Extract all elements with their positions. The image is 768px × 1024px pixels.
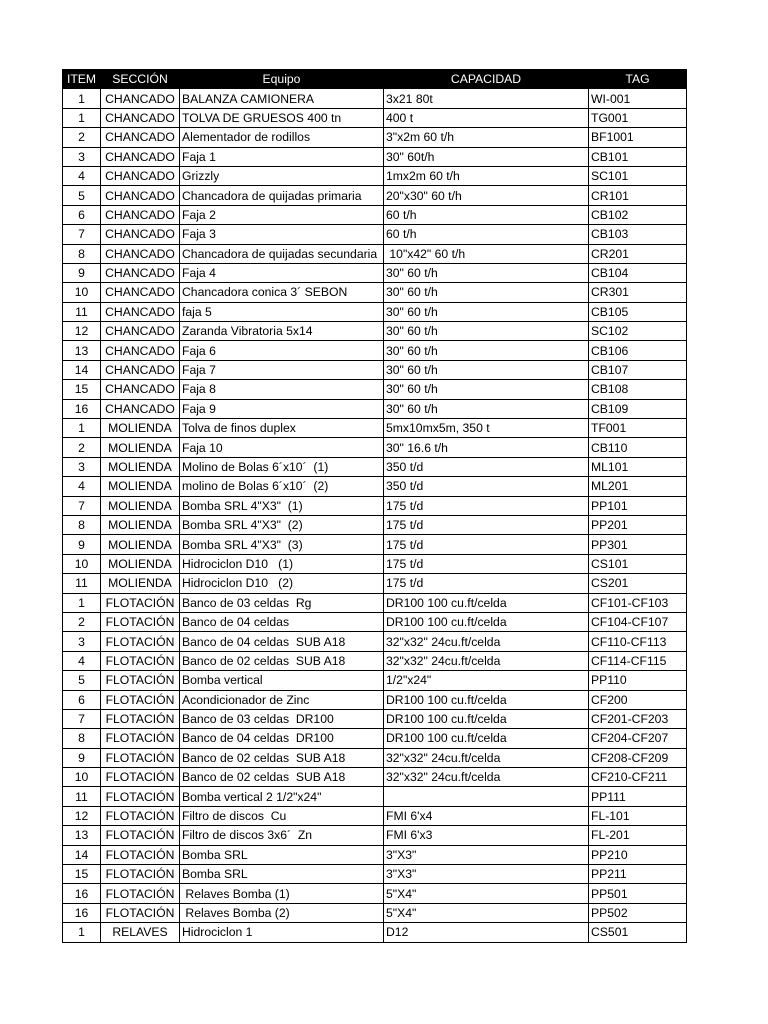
seccion-cell: CHANCADO (101, 302, 180, 321)
tag-cell: TF001 (589, 419, 687, 438)
equipo-cell: Faja 2 (180, 205, 384, 224)
tag-cell: CF101-CF103 (589, 593, 687, 612)
seccion-cell: FLOTACIÓN (101, 884, 180, 903)
equipo-cell: Bomba SRL 4"X3" (3) (180, 535, 384, 554)
item-cell: 16 (63, 399, 101, 418)
seccion-cell: CHANCADO (101, 166, 180, 185)
tag-cell: PP301 (589, 535, 687, 554)
table-row (63, 438, 687, 457)
item-cell: 15 (63, 380, 101, 399)
tag-cell: CB103 (589, 225, 687, 244)
seccion-cell: FLOTACIÓN (101, 806, 180, 825)
tag-cell: PP210 (589, 845, 687, 864)
item-cell: 12 (63, 806, 101, 825)
capacidad-cell: DR100 100 cu.ft/celda (384, 612, 589, 631)
seccion-cell: MOLIENDA (101, 574, 180, 593)
table-row (63, 651, 687, 670)
item-cell: 9 (63, 263, 101, 282)
item-cell: 8 (63, 729, 101, 748)
table-row (63, 748, 687, 767)
tag-cell: PP110 (589, 671, 687, 690)
table-row (63, 360, 687, 379)
tag-cell: FL-101 (589, 806, 687, 825)
item-cell: 14 (63, 845, 101, 864)
seccion-cell: MOLIENDA (101, 419, 180, 438)
seccion-cell: MOLIENDA (101, 554, 180, 573)
table-row (63, 535, 687, 554)
item-cell: 1 (63, 89, 101, 108)
header-seccion: SECCIÓN (101, 70, 180, 89)
equipo-cell: Hidrociclon D10 (2) (180, 574, 384, 593)
tag-cell: ML201 (589, 477, 687, 496)
tag-cell: CB105 (589, 302, 687, 321)
item-cell: 4 (63, 477, 101, 496)
capacidad-cell: 30" 60 t/h (384, 283, 589, 302)
capacidad-cell: 10"x42" 60 t/h (384, 244, 589, 263)
seccion-cell: CHANCADO (101, 128, 180, 147)
table-row (63, 612, 687, 631)
table-row (63, 477, 687, 496)
table-body (63, 89, 687, 942)
table-row (63, 923, 687, 942)
equipo-cell: Faja 8 (180, 380, 384, 399)
tag-cell: CF114-CF115 (589, 651, 687, 670)
equipo-cell: Banco de 03 celdas Rg (180, 593, 384, 612)
item-cell: 11 (63, 302, 101, 321)
equipo-cell: Faja 3 (180, 225, 384, 244)
equipo-cell: Alementador de rodillos (180, 128, 384, 147)
table-row (63, 865, 687, 884)
tag-cell: CB109 (589, 399, 687, 418)
item-cell: 4 (63, 166, 101, 185)
seccion-cell: MOLIENDA (101, 535, 180, 554)
tag-cell: CS501 (589, 923, 687, 942)
table-row (63, 593, 687, 612)
tag-cell: SC102 (589, 322, 687, 341)
seccion-cell: MOLIENDA (101, 496, 180, 515)
equipo-cell: Bomba SRL (180, 865, 384, 884)
equipo-cell: BALANZA CAMIONERA (180, 89, 384, 108)
table-row (63, 263, 687, 282)
item-cell: 16 (63, 884, 101, 903)
tag-cell: CF200 (589, 690, 687, 709)
equipo-cell: Bomba SRL 4"X3" (1) (180, 496, 384, 515)
seccion-cell: FLOTACIÓN (101, 671, 180, 690)
capacidad-cell: 30" 60 t/h (384, 302, 589, 321)
capacidad-cell: 30" 16.6 t/h (384, 438, 589, 457)
tag-cell: CB108 (589, 380, 687, 399)
equipo-cell: Chancadora conica 3´ SEBON (180, 283, 384, 302)
tag-cell: TG001 (589, 108, 687, 127)
seccion-cell: FLOTACIÓN (101, 787, 180, 806)
table-row (63, 244, 687, 263)
item-cell: 5 (63, 671, 101, 690)
equipo-cell: Banco de 02 celdas SUB A18 (180, 651, 384, 670)
table-row (63, 574, 687, 593)
item-cell: 6 (63, 205, 101, 224)
seccion-cell: MOLIENDA (101, 515, 180, 534)
table-row (63, 768, 687, 787)
item-cell: 5 (63, 186, 101, 205)
item-cell: 3 (63, 632, 101, 651)
capacidad-cell: 3"X3" (384, 845, 589, 864)
seccion-cell: CHANCADO (101, 147, 180, 166)
item-cell: 3 (63, 457, 101, 476)
tag-cell: CB101 (589, 147, 687, 166)
table-row (63, 108, 687, 127)
item-cell: 1 (63, 108, 101, 127)
equipo-cell: Faja 6 (180, 341, 384, 360)
equipo-cell: Chancadora de quijadas primaria (180, 186, 384, 205)
table-row (63, 884, 687, 903)
capacidad-cell: 60 t/h (384, 205, 589, 224)
seccion-cell: MOLIENDA (101, 457, 180, 476)
capacidad-cell: 3"x2m 60 t/h (384, 128, 589, 147)
equipo-cell: Faja 7 (180, 360, 384, 379)
capacidad-cell: DR100 100 cu.ft/celda (384, 729, 589, 748)
equipo-cell: Banco de 04 celdas (180, 612, 384, 631)
tag-cell: WI-001 (589, 89, 687, 108)
seccion-cell: CHANCADO (101, 341, 180, 360)
item-cell: 1 (63, 419, 101, 438)
seccion-cell: CHANCADO (101, 244, 180, 263)
capacidad-cell: 30" 60 t/h (384, 360, 589, 379)
item-cell: 11 (63, 574, 101, 593)
tag-cell: CR101 (589, 186, 687, 205)
table-row (63, 515, 687, 534)
tag-cell: CR301 (589, 283, 687, 302)
seccion-cell: FLOTACIÓN (101, 709, 180, 728)
tag-cell: CS101 (589, 554, 687, 573)
item-cell: 1 (63, 923, 101, 942)
table-row (63, 89, 687, 108)
seccion-cell: CHANCADO (101, 225, 180, 244)
equipo-cell: TOLVA DE GRUESOS 400 tn (180, 108, 384, 127)
table-row (63, 128, 687, 147)
tag-cell: CB104 (589, 263, 687, 282)
item-cell: 2 (63, 612, 101, 631)
tag-cell: CF210-CF211 (589, 768, 687, 787)
capacidad-cell: 60 t/h (384, 225, 589, 244)
tag-cell: CB110 (589, 438, 687, 457)
item-cell: 10 (63, 283, 101, 302)
capacidad-cell: 1/2"x24" (384, 671, 589, 690)
capacidad-cell: 30" 60 t/h (384, 322, 589, 341)
tag-cell: BF1001 (589, 128, 687, 147)
item-cell: 16 (63, 903, 101, 922)
item-cell: 7 (63, 709, 101, 728)
seccion-cell: CHANCADO (101, 108, 180, 127)
capacidad-cell: 30" 60 t/h (384, 380, 589, 399)
equipo-cell: Zaranda Vibratoria 5x14 (180, 322, 384, 341)
seccion-cell: FLOTACIÓN (101, 593, 180, 612)
capacidad-cell: 400 t (384, 108, 589, 127)
seccion-cell: FLOTACIÓN (101, 826, 180, 845)
capacidad-cell: 3x21 80t (384, 89, 589, 108)
header-row (63, 70, 687, 89)
capacidad-cell: 5"X4" (384, 884, 589, 903)
seccion-cell: CHANCADO (101, 263, 180, 282)
equipo-cell: Acondicionador de Zinc (180, 690, 384, 709)
table-row (63, 225, 687, 244)
table-row (63, 671, 687, 690)
equipo-cell: Faja 4 (180, 263, 384, 282)
tag-cell: ML101 (589, 457, 687, 476)
item-cell: 6 (63, 690, 101, 709)
table-row (63, 787, 687, 806)
table-row (63, 632, 687, 651)
equipo-cell: Chancadora de quijadas secundaria (180, 244, 384, 263)
seccion-cell: FLOTACIÓN (101, 865, 180, 884)
item-cell: 7 (63, 496, 101, 515)
item-cell: 1 (63, 593, 101, 612)
capacidad-cell (384, 787, 589, 806)
item-cell: 14 (63, 360, 101, 379)
equipo-cell: Faja 10 (180, 438, 384, 457)
seccion-cell: FLOTACIÓN (101, 690, 180, 709)
tag-cell: FL-201 (589, 826, 687, 845)
capacidad-cell: FMI 6'x3 (384, 826, 589, 845)
capacidad-cell: D12 (384, 923, 589, 942)
tag-cell: PP502 (589, 903, 687, 922)
capacidad-cell: 175 t/d (384, 554, 589, 573)
item-cell: 9 (63, 748, 101, 767)
tag-cell: CF208-CF209 (589, 748, 687, 767)
seccion-cell: FLOTACIÓN (101, 729, 180, 748)
capacidad-cell: 5mx10mx5m, 350 t (384, 419, 589, 438)
seccion-cell: FLOTACIÓN (101, 768, 180, 787)
capacidad-cell: 350 t/d (384, 457, 589, 476)
capacidad-cell: FMI 6'x4 (384, 806, 589, 825)
item-cell: 3 (63, 147, 101, 166)
equipo-cell: Grizzly (180, 166, 384, 185)
header-equipo: Equipo (180, 70, 384, 89)
equipo-cell: Banco de 02 celdas SUB A18 (180, 748, 384, 767)
seccion-cell: FLOTACIÓN (101, 903, 180, 922)
seccion-cell: MOLIENDA (101, 477, 180, 496)
capacidad-cell: 30" 60 t/h (384, 341, 589, 360)
capacidad-cell: DR100 100 cu.ft/celda (384, 690, 589, 709)
header-tag: TAG (589, 70, 687, 89)
item-cell: 8 (63, 515, 101, 534)
seccion-cell: CHANCADO (101, 399, 180, 418)
equipo-cell: Hidrociclon 1 (180, 923, 384, 942)
seccion-cell: CHANCADO (101, 322, 180, 341)
seccion-cell: FLOTACIÓN (101, 845, 180, 864)
equipo-cell: Bomba vertical 2 1/2"x24" (180, 787, 384, 806)
seccion-cell: CHANCADO (101, 380, 180, 399)
equipo-cell: Filtro de discos Cu (180, 806, 384, 825)
seccion-cell: FLOTACIÓN (101, 651, 180, 670)
table-row (63, 341, 687, 360)
capacidad-cell: 30" 60t/h (384, 147, 589, 166)
table-row (63, 826, 687, 845)
tag-cell: CF204-CF207 (589, 729, 687, 748)
table-row (63, 419, 687, 438)
tag-cell: PP111 (589, 787, 687, 806)
tag-cell: PP101 (589, 496, 687, 515)
equipo-cell: Banco de 04 celdas DR100 (180, 729, 384, 748)
seccion-cell: MOLIENDA (101, 438, 180, 457)
table-row (63, 186, 687, 205)
tag-cell: CS201 (589, 574, 687, 593)
item-cell: 11 (63, 787, 101, 806)
tag-cell: CF104-CF107 (589, 612, 687, 631)
capacidad-cell: 3"X3" (384, 865, 589, 884)
equipo-cell: Bomba SRL (180, 845, 384, 864)
item-cell: 12 (63, 322, 101, 341)
table-row (63, 709, 687, 728)
item-cell: 9 (63, 535, 101, 554)
table-row (63, 457, 687, 476)
capacidad-cell: 32"x32" 24cu.ft/celda (384, 748, 589, 767)
seccion-cell: FLOTACIÓN (101, 748, 180, 767)
capacidad-cell: DR100 100 cu.ft/celda (384, 709, 589, 728)
seccion-cell: FLOTACIÓN (101, 612, 180, 631)
tag-cell: CB106 (589, 341, 687, 360)
table-row (63, 399, 687, 418)
equipo-cell: Bomba SRL 4"X3" (2) (180, 515, 384, 534)
capacidad-cell: 1mx2m 60 t/h (384, 166, 589, 185)
equipo-cell: Banco de 04 celdas SUB A18 (180, 632, 384, 651)
equipo-cell: Filtro de discos 3x6´ Zn (180, 826, 384, 845)
item-cell: 2 (63, 128, 101, 147)
table-row (63, 729, 687, 748)
capacidad-cell: 175 t/d (384, 574, 589, 593)
table-row (63, 166, 687, 185)
seccion-cell: RELAVES (101, 923, 180, 942)
capacidad-cell: 175 t/d (384, 496, 589, 515)
equipo-cell: Hidrociclon D10 (1) (180, 554, 384, 573)
tag-cell: SC101 (589, 166, 687, 185)
tag-cell: PP201 (589, 515, 687, 534)
equipo-cell: Banco de 02 celdas SUB A18 (180, 768, 384, 787)
equipo-cell: faja 5 (180, 302, 384, 321)
item-cell: 10 (63, 554, 101, 573)
capacidad-cell: 20"x30" 60 t/h (384, 186, 589, 205)
capacidad-cell: 32"x32" 24cu.ft/celda (384, 651, 589, 670)
seccion-cell: CHANCADO (101, 186, 180, 205)
capacidad-cell: 175 t/d (384, 535, 589, 554)
equipo-cell: Relaves Bomba (1) (180, 884, 384, 903)
item-cell: 8 (63, 244, 101, 263)
capacidad-cell: DR100 100 cu.ft/celda (384, 593, 589, 612)
table-row (63, 147, 687, 166)
equipo-cell: Faja 9 (180, 399, 384, 418)
table-row (63, 302, 687, 321)
tag-cell: PP501 (589, 884, 687, 903)
capacidad-cell: 30" 60 t/h (384, 399, 589, 418)
table-row (63, 380, 687, 399)
seccion-cell: CHANCADO (101, 89, 180, 108)
table-row (63, 806, 687, 825)
item-cell: 15 (63, 865, 101, 884)
equipo-cell: Bomba vertical (180, 671, 384, 690)
tag-cell: CB107 (589, 360, 687, 379)
table-row (63, 554, 687, 573)
item-cell: 2 (63, 438, 101, 457)
item-cell: 10 (63, 768, 101, 787)
item-cell: 13 (63, 341, 101, 360)
header-capacidad: CAPACIDAD (384, 70, 589, 89)
capacidad-cell: 175 t/d (384, 515, 589, 534)
equipo-cell: Faja 1 (180, 147, 384, 166)
item-cell: 4 (63, 651, 101, 670)
item-cell: 7 (63, 225, 101, 244)
table-row (63, 496, 687, 515)
seccion-cell: CHANCADO (101, 205, 180, 224)
tag-cell: CR201 (589, 244, 687, 263)
equipo-cell: Banco de 03 celdas DR100 (180, 709, 384, 728)
equipo-cell: Molino de Bolas 6´x10´ (1) (180, 457, 384, 476)
table-row (63, 690, 687, 709)
equipo-cell: molino de Bolas 6´x10´ (2) (180, 477, 384, 496)
table-row (63, 903, 687, 922)
capacidad-cell: 32"x32" 24cu.ft/celda (384, 768, 589, 787)
equipo-cell: Tolva de finos duplex (180, 419, 384, 438)
capacidad-cell: 32"x32" 24cu.ft/celda (384, 632, 589, 651)
tag-cell: CF201-CF203 (589, 709, 687, 728)
tag-cell: CB102 (589, 205, 687, 224)
item-cell: 13 (63, 826, 101, 845)
seccion-cell: CHANCADO (101, 360, 180, 379)
table-row (63, 322, 687, 341)
table-row (63, 283, 687, 302)
capacidad-cell: 5"X4" (384, 903, 589, 922)
equipment-table (62, 69, 687, 943)
capacidad-cell: 30" 60 t/h (384, 263, 589, 282)
tag-cell: PP211 (589, 865, 687, 884)
equipo-cell: Relaves Bomba (2) (180, 903, 384, 922)
table-row (63, 205, 687, 224)
table-row (63, 845, 687, 864)
header-item: ITEM (63, 70, 101, 89)
tag-cell: CF110-CF113 (589, 632, 687, 651)
seccion-cell: CHANCADO (101, 283, 180, 302)
seccion-cell: FLOTACIÓN (101, 632, 180, 651)
capacidad-cell: 350 t/d (384, 477, 589, 496)
